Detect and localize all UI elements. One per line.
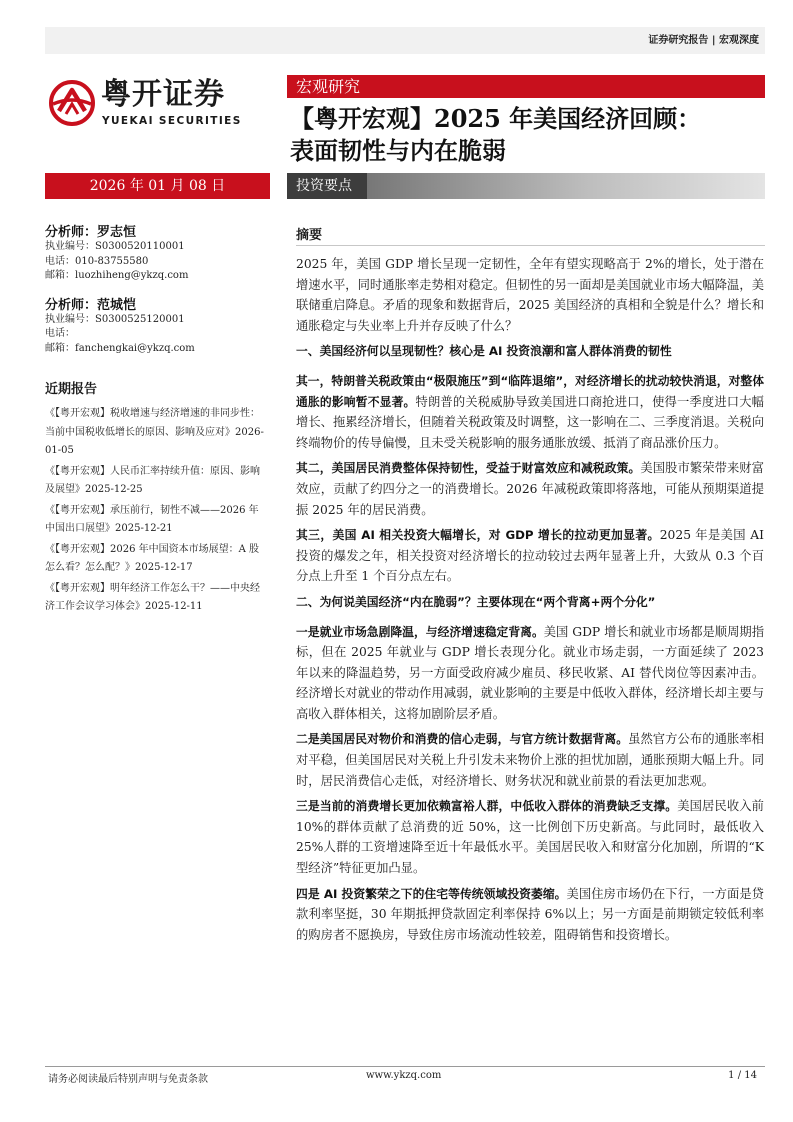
footer-disclaimer: 请务必阅读最后特别声明与免责条款 <box>48 1074 208 1085</box>
abstract-intro: 2025 年，美国 GDP 增长呈现一定韧性，全年有望实现略高于 2%的增长，处于潜在增速水平，同时通胀率走势相对稳定。但韧性的另一面却是美国就业市场大幅降温，美联储重启降息。矛盾的现象和数据背后，2025 美国经济的真相和全貌是什么？增长和通胀稳定与失业率上升并存反映了什么？ <box>296 257 764 333</box>
section-bar-gradient <box>367 173 765 199</box>
category-label: 宏观研究 <box>296 77 361 96</box>
recent-report-link[interactable]: 《【粤开宏观】2026 年中国资本市场展望：A 股怎么看？怎么配？》2025-12-17 <box>45 543 260 573</box>
abstract-heading: 摘要 <box>296 228 323 243</box>
header-band <box>45 27 765 54</box>
abstract-body <box>296 254 764 950</box>
section-bar <box>287 173 765 199</box>
category-bar <box>287 75 765 98</box>
paragraph-5 <box>296 729 764 791</box>
paragraph-2-lead: 其二，美国居民消费整体保持韧性，受益于财富效应和减税政策。 <box>296 461 641 476</box>
analyst-license: 执业编号：S0300520110001 <box>45 241 185 252</box>
analyst-license: 执业编号：S0300525120001 <box>45 313 185 325</box>
paragraph-4-lead: 一是就业市场急剧降温，与经济增速稳定背离。 <box>296 624 544 639</box>
title-line-1: 【粤开宏观】2025 年美国经济回顾： <box>290 104 702 133</box>
section-label: 投资要点 <box>287 173 367 199</box>
footer-divider <box>45 1066 765 1067</box>
recent-report-link[interactable]: 《【粤开宏观】人民币汇率持续升值：原因、影响及展望》2025-12-25 <box>45 465 260 495</box>
section-heading-1: 一、美国经济何以呈现韧性？核心是 AI 投资浪潮和富人群体消费的韧性 <box>296 344 672 359</box>
paragraph-3-text: 2025 年是美国 AI 投资的爆发之年，相关投资对经济增长的拉动较过去两年显著上升，大致从 0.3 个百分点上升至 1 个百分点左右。 <box>296 528 764 584</box>
analyst-email[interactable]: 邮箱：fanchengkai@ykzq.com <box>45 342 195 354</box>
analyst-name: 分析师：范城恺 <box>45 297 137 313</box>
section-heading-2: 二、为何说美国经济“内在脆弱”？主要体现在“两个背离+两个分化” <box>296 594 656 609</box>
paragraph-1-lead: 其一，特朗普关税政策由“极限施压”到“临阵退缩”，对经济增长的扰动较快消退，对整体通胀的影响暂不显著。 <box>296 373 764 409</box>
recent-report-link[interactable]: 《【粤开宏观】明年经济工作怎么干？——中央经济工作会议学习体会》2025-12-11 <box>45 582 260 612</box>
analyst-block <box>45 221 275 284</box>
left-sidebar <box>45 221 275 619</box>
paragraph-2-text: 美国股市繁荣带来财富效应，贡献了约四分之一的消费增长。2026 年减税政策即将落地，可能从预期渠道提振 2025 年的居民消费。 <box>296 461 764 517</box>
report-date: 2026 年 01 月 08 日 <box>45 173 270 199</box>
paragraph-5-text: 虽然官方公布的通胀率相对平稳，但美国居民对关税上升引发未来物价上涨的担忧加剧，通胀预期大幅上升。同时，居民消费信心走低，对经济增长、财务状况和就业前景的看法更加悲观。 <box>296 732 764 788</box>
paragraph-3 <box>296 525 764 587</box>
paragraph-2 <box>296 458 764 520</box>
title-line-2: 表面韧性与内在脆弱 <box>290 136 506 165</box>
paragraph-7-text: 美国住房市场仍在下行，一方面是贷款利率坚挺，30 年期抵押贷款固定利率保持 6%以上；另一方面是前期锁定较低利率的购房者不愿换房，导致住房市场流动性较差，阻碍销售和投资增长。 <box>296 886 764 942</box>
paragraph-7-lead: 四是 AI 投资繁荣之下的住宅等传统领域投资萎缩。 <box>296 886 567 901</box>
analyst-name: 分析师：罗志恒 <box>45 225 137 240</box>
paragraph-7 <box>296 884 764 946</box>
analyst-email[interactable]: 邮箱：luozhiheng@ykzq.com <box>45 270 189 281</box>
paragraph-1 <box>296 371 764 453</box>
paragraph-4-text: 美国 GDP 增长和就业市场都是顺周期指标，但在 2025 年就业与 GDP 增长表现分化。就业市场走弱，一方面延续了 2023 年以来的降温趋势，另一方面受政府减少雇员、移民收紧、AI 替代岗位等因素冲击。经济增长对就业的带动作用减弱，就业影响的主要是中低收入群体，经济增长却主要与高收入群体相关，这将加剧阶层矛盾。 <box>296 624 764 721</box>
report-title <box>290 103 770 167</box>
paragraph-6-lead: 三是当前的消费增长更加依赖富裕人群，中低收入群体的消费缺乏支撑。 <box>296 799 678 814</box>
analyst-phone: 电话： <box>45 328 75 339</box>
footer-website[interactable]: www.ykzq.com <box>366 1070 442 1081</box>
analyst-phone: 电话：010-83755580 <box>45 255 149 267</box>
paragraph-1-text: 特朗普的关税威胁导致美国进口商抢进口，使得一季度进口大幅增长、拖累经济增长，但随着关税政策及时调整，这一影响在二、三季度消退。关税向终端物价的传导偏慢，且未受关税影响的服务通胀放缓、抵消了商品涨价压力。 <box>296 394 764 450</box>
page-number: 1 / 14 <box>728 1070 757 1081</box>
abstract-divider <box>296 245 765 246</box>
recent-reports-heading: 近期报告 <box>45 382 98 397</box>
paragraph-4 <box>296 622 764 725</box>
analyst-block <box>45 294 275 357</box>
paragraph-6 <box>296 796 764 878</box>
recent-report-link[interactable]: 《【粤开宏观】承压前行，韧性不减——2026 年中国出口展望》2025-12-21 <box>45 504 259 534</box>
paragraph-3-lead: 其三，美国 AI 相关投资大幅增长，对 GDP 增长的拉动更加显著。 <box>296 528 660 543</box>
brand-name-cn: 粤开证券 <box>101 77 225 112</box>
paragraph-6-text: 美国居民收入前 10%的群体贡献了总消费的近 50%，这一比例创下历史新高。与此同时，最低收入 25%人群的工资增速降至近十年最低水平。美国居民收入和财富分化加剧，所谓的“K 型经济”特征更加凸显。 <box>296 799 764 876</box>
paragraph-5-lead: 二是美国居民对物价和消费的信心走弱，与官方统计数据背离。 <box>296 732 629 747</box>
recent-report-link[interactable]: 《【粤开宏观】税收增速与经济增速的非同步性：当前中国税收低增长的原因、影响及应对》2026-01-05 <box>45 408 264 456</box>
report-type-label: 证券研究报告 | 宏观深度 <box>648 35 759 46</box>
yuekai-logo-icon <box>49 80 95 126</box>
brand-name-en: YUEKAI SECURITIES <box>102 115 242 127</box>
